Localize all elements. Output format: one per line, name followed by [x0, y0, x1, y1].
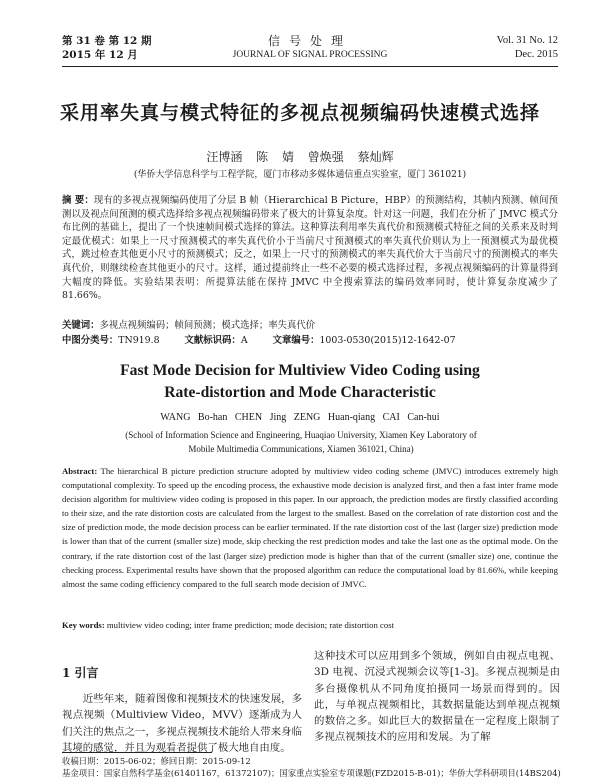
body-column-right [314, 648, 560, 746]
affiliation-en: (School of Information Science and Engineering, Huaqiao University, Xiamen Key Laboratory of Mobile Multimedia Communications, Xiamen 361021, China) [125, 430, 477, 454]
keywords-en-text: multiview video coding; inter frame prediction; mode decision; rate distortion cost [106, 620, 394, 630]
abstract-cn [62, 194, 558, 303]
journal-name-en: JOURNAL OF SIGNAL PROCESSING [232, 50, 388, 60]
article-number [273, 335, 456, 346]
header-volume-en [497, 34, 558, 62]
keywords-cn [62, 317, 558, 331]
section-heading: 1 引言 [62, 666, 99, 680]
header-volume-issue: 第 31 卷 第 12 期 [62, 35, 152, 47]
art-label: 文章编号： [272, 335, 320, 346]
affiliation-cn: (华侨大学信息科学与工程学院，厦门市移动多媒体通信重点实验室，厦门 361021) [133, 170, 467, 180]
footnote-funding: 基金项目：国家自然科学基金(61401167，61372107)；国家重点实验室专项课题(FZD2015-B-01)；华侨大学科研项目(14BS204) [62, 768, 561, 778]
header-journal [212, 34, 408, 62]
abstract-cn-label: 摘 要： [62, 195, 94, 206]
journal-name-cn: 信号处理 [267, 34, 352, 48]
running-header [62, 34, 558, 64]
abstract-en-label: Abstract: [62, 466, 98, 476]
header-date-cn: 2015 年 12 月 [62, 49, 138, 61]
authors-en: WANG Bo-han CHEN Jing ZENG Huan-qiang CAI Can-hui [160, 412, 440, 423]
paper-title-en [40, 360, 560, 404]
footnote-rule [62, 752, 212, 753]
footnote-received: 收稿日期：2015-06-02；修回日期：2015-09-12 [62, 756, 251, 766]
header-rule [62, 66, 558, 67]
doc-code [185, 335, 248, 346]
footnotes [62, 755, 561, 779]
keywords-en [62, 620, 558, 630]
clc-value: TN919.8 [118, 335, 160, 346]
header-volume [62, 34, 152, 62]
abstract-en-text: The hierarchical B picture prediction structure adopted by multiview video coding scheme (JMVC) introduces extremely high computational complexity. To speed up the encoding process, the exhaustive mode decision is analyzed first, and then a fast inter frame mode decision algorithm for multiview video coding is proposed in this paper. In our approach, the prediction modes are firstly classified according to their size, and the rate distortion costs are calculated from the largest to the smallest. Based on the correlation of rate distortion cost and the size of prediction mode, the mode decision process can be earlier terminated. If the rate distortion cost of the last (larger size) prediction mode is lower than that of the current (smaller size) mode, skip checking the rest prediction modes and take the last one as the optimal mode. On the contrary, if the rate distortion cost of the last (larger size) prediction mode is higher than that of the current (smaller size) one, continue the checking process. Experimental results have shown that the proposed algorithm can reduce the computational load by 81.66%, while keeping almost the same coding efficiency compared to the full search mode decision of JMVC. [62, 466, 558, 589]
keywords-en-label: Key words: [62, 620, 105, 630]
doc-label: 文献标识码： [184, 335, 241, 346]
title-en-line-2: Rate-distortion and Mode Characteristic [164, 384, 436, 401]
clc-number [62, 335, 160, 346]
classification-line [62, 332, 558, 346]
body-column-left [62, 664, 302, 756]
keywords-cn-text: 多视点视频编码；帧间预测；模式选择；率失真代价 [99, 320, 316, 331]
doc-value: A [240, 335, 248, 346]
art-value: 1003-0530(2015)12-1642-07 [319, 335, 456, 346]
keywords-cn-label: 关键词： [62, 320, 100, 331]
intro-paragraph-left [62, 691, 302, 756]
authors-cn: 汪博涵 陈 婧 曾焕强 蔡灿辉 [206, 150, 394, 164]
paper-title-cn: 采用率失真与模式特征的多视点视频编码快速模式选择 [59, 102, 540, 124]
intro-text-left: 近些年来，随着图像和视频技术的快速发展，多视点视频（Multiview Video，MVV）逐渐成为人们关注的焦点之一，多视点视频技术能给人带来身临其境的感觉，并且为观看者提供了极大地自由度。 [62, 693, 302, 754]
title-en-line-1: Fast Mode Decision for Multiview Video Coding using [120, 362, 480, 379]
abstract-cn-text: 现有的多视点视频编码使用了分层 B 帧（Hierarchical B Picture，HBP）的预测结构，其帧内预测、帧间预测以及视点间预测的模式选择给多视点视频编码带来了极大的计算复杂度。针对这一问题，我们在分析了 JMVC 模式分布比例的基础上，提出了一个快速帧间模式选择的算法。这种算法利用率失真代价和预测模式特征之间的关系来及时判定最优模式：如果上一尺寸预测模式的率失真代价小于当前尺寸预测模式的率失真代价则认为上一预测模式为最优模式，跳过检查其他更小尺寸的预测模式；反之，如果上一尺寸的预测模式的率失真代价大于当前尺寸的预测模式的率失真代价，则继续检查其他更小的尺寸。这样，通过提前终止一些不必要的模式选择过程，多视点视频编码的计算量得到大幅度的降低。实验结果表明：所提算法能在保持 JMVC 中全搜索算法的编码效率同时，使计算复杂度减少了 81.66%。 [62, 195, 558, 302]
clc-label: 中图分类号： [62, 335, 119, 346]
abstract-en [62, 464, 558, 591]
header-vol-no: Vol. 31 No. 12 [496, 35, 558, 46]
intro-paragraph-right: 这种技术可以应用到多个领域，例如自由视点电视、3D 电视、沉浸式视频会议等[1-3]。多视点视频是由多台摄像机从不同角度拍摄同一场景而得到的。因此，与单视点视频相比，其数据量能达到单视点视频的数倍之多。如此巨大的数据量在一定程度上限制了多视点视频技术的应用和发展。为了解 [314, 650, 560, 744]
header-date-en: Dec. 2015 [514, 49, 558, 60]
